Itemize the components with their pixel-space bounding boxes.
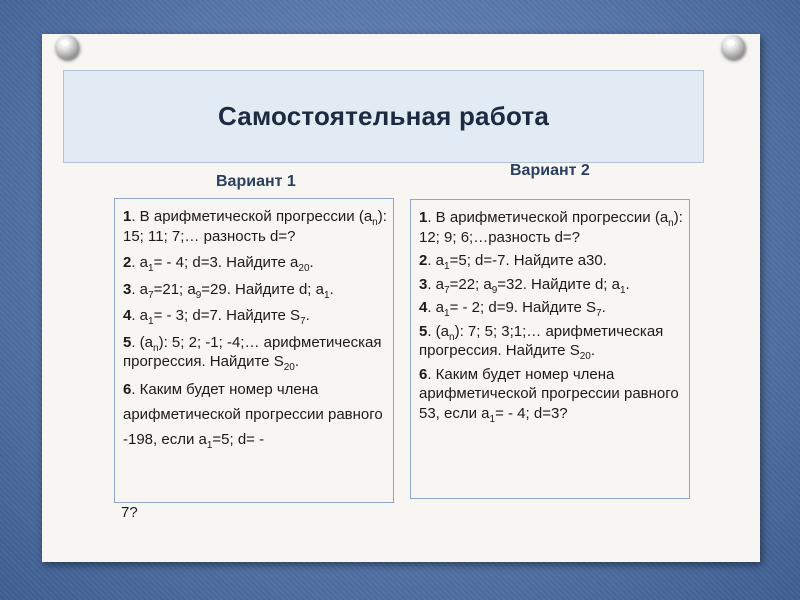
task-item: 2. $a_1= - 4$; d=3. Найдите $a_{20}$. <box>123 254 314 274</box>
task-overflow-text: 7? <box>121 504 138 521</box>
task-item: 5. $(a_n)$: 7; 5; 3;1;… арифметическая прогрессия. Найдите $S_{20}$. <box>419 322 664 362</box>
task-item: 5. $(a_n)$: 5; 2; -1; -4;… арифметическая прогрессия. Найдите $S_{20}$. <box>123 333 382 373</box>
variant-1-label: Вариант 1 <box>216 173 296 190</box>
task-item: 6. Каким будет номер члена арифметической прогрессии равного -198, если $a_1=5$; d= - <box>123 380 383 451</box>
task-item: 1. В арифметической прогрессии $(a_n)$: 15; 11; 7;… разность d=? <box>123 208 387 245</box>
variant-1-tasks <box>114 198 394 503</box>
task-item: 2. $a_1=5$; d=-7. Найдите a30. <box>419 252 607 272</box>
task-item: 3. $a_7=22$; $a_9=32$. Найдите d; $a_1$. <box>419 275 630 296</box>
pushpin-icon <box>55 35 79 59</box>
variant-2-label: Вариант 2 <box>510 162 590 179</box>
task-item: 6. Каким будет номер члена арифметической прогрессии равного 53, если $a_1= - 4$; d=3? <box>419 365 679 425</box>
page-title: Самостоятельная работа <box>217 101 550 131</box>
pushpin-icon <box>721 35 745 59</box>
variant-2-tasks <box>410 199 690 499</box>
task-item: 4. $a_1= - 3$; d=7. Найдите $S_7$. <box>123 307 310 327</box>
task-item: 4. $a_1= - 2$; d=9. Найдите $S_7$. <box>419 299 606 319</box>
task-item: 1. В арифметической прогрессии $(a_n)$: 12; 9; 6;…разность d=? <box>419 209 683 246</box>
title-band <box>63 70 704 163</box>
task-item: 3. $a_7=21$; $a_9=29$. Найдите d; $a_1$. <box>123 280 334 301</box>
